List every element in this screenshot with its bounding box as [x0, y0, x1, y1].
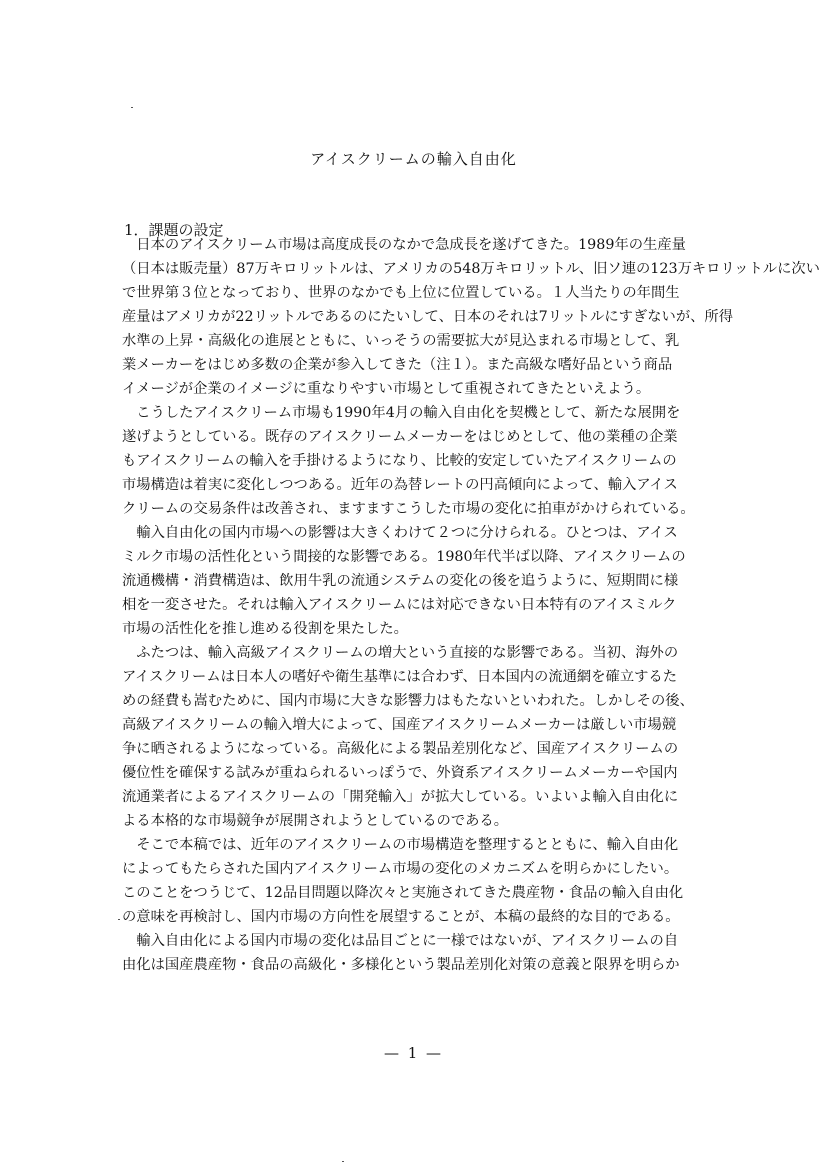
text-line: ミルク市場の活性化という間接的な影響である。1980年代半ば以降、アイスクリームの [122, 549, 686, 565]
text-line: 高級アイスクリームの輸入増大によって、国産アイスクリームメーカーは厳しい市場競 [122, 717, 677, 733]
text-line: イメージが企業のイメージに重なりやすい市場として重視されてきたといえよう。 [122, 381, 651, 397]
text-line: ふたつは、輸入高級アイスクリームの増大という直接的な影響である。当初、海外の [122, 645, 679, 661]
text-line: の意味を再検討し、国内市場の方向性を展望することが、本稿の最終的な目的である。 [122, 909, 680, 925]
text-line: 流通業者によるアイスクリームの「開発輸入」が拡大している。いよいよ輸入自由化に [122, 789, 679, 805]
document-title: アイスクリームの輸入自由化 [310, 150, 517, 168]
text-line: 輸入自由化による国内市場の変化は品目ごとに一様ではないが、アイスクリームの自 [122, 933, 679, 949]
text-line: めの経費も嵩むために、国内市場に大きな影響力はもたないといわれた。しかしその後、 [122, 693, 694, 709]
text-line: 市場構造は着実に変化しつつある。近年の為替レートの円高傾向によって、輸入アイス [122, 477, 678, 493]
scan-speck [118, 919, 120, 920]
text-line: もアイスクリームの輸入を手掛けるようになり、比較的安定していたアイスクリームの [122, 453, 677, 469]
page-number: — 1 — [383, 1044, 444, 1062]
scan-speck [131, 107, 133, 108]
text-line: 日本のアイスクリーム市場は高度成長のなかで急成長を遂げてきた。1989年の生産量 [122, 237, 686, 253]
section-heading: 1．課題の設定 [124, 221, 224, 239]
text-line: そこで本稿では、近年のアイスクリームの市場構造を整理するとともに、輸入自由化 [122, 837, 679, 853]
body-text [122, 233, 820, 977]
text-line: 業メーカーをはじめ多数の企業が参入してきた（注１）。また高級な嗜好品という商品 [122, 357, 673, 373]
text-line: 輸入自由化の国内市場への影響は大きくわけて２つに分けられる。ひとつは、アイス [122, 525, 678, 541]
text-line: 産量はアメリカが22リットルであるのにたいして、日本のそれは7リットルにすぎないが、所得 [122, 309, 734, 325]
scan-speck [342, 1161, 344, 1162]
text-line: アイスクリームは日本人の嗜好や衛生基準には合わず、日本国内の流通網を確立するた [122, 669, 677, 685]
text-line: 争に晒されるようになっている。高級化による製品差別化など、国産アイスクリームの [122, 741, 679, 757]
text-line: 市場の活性化を推し進める役割を果たした。 [122, 621, 408, 637]
text-line: このことをつうじて、12品目問題以降次々と実施されてきた農産物・食品の輸入自由化 [122, 885, 684, 901]
text-line: 水準の上昇・高級化の進展とともに、いっそうの需要拡大が見込まれる市場として、乳 [122, 333, 680, 349]
text-line: 遂げようとしている。既存のアイスクリームメーカーをはじめとして、他の業種の企業 [122, 429, 678, 445]
text-line: よる本格的な市場競争が展開されようとしているのである。 [122, 813, 509, 829]
text-line: 優位性を確保する試みが重ねられるいっぽうで、外資系アイスクリームメーカーや国内 [122, 765, 678, 781]
text-line: 流通機構・消費構造は、飲用牛乳の流通システムの変化の後を追うように、短期間に様 [122, 573, 679, 589]
text-line: こうしたアイスクリーム市場も1990年4月の輸入自由化を契機として、新たな展開を [122, 405, 681, 421]
text-line: （日本は販売量）87万キロリットルは、アメリカの548万キロリットル、旧ソ連の123万キロリットルに次い [122, 261, 820, 277]
text-line: 相を一変させた。それは輸入アイスクリームには対応できない日本特有のアイスミルク [122, 597, 677, 613]
text-line: 由化は国産農産物・食品の高級化・多様化という製品差別化対策の意義と限界を明らか [122, 957, 680, 973]
text-line: によってもたらされた国内アイスクリーム市場の変化のメカニズムを明らかにしたい。 [122, 861, 679, 877]
text-line: クリームの交易条件は改善され、ますますこうした市場の変化に拍車がかけられている。 [122, 501, 695, 517]
text-line: で世界第３位となっており、世界のなかでも上位に位置している。１人当たりの年間生 [122, 285, 680, 301]
